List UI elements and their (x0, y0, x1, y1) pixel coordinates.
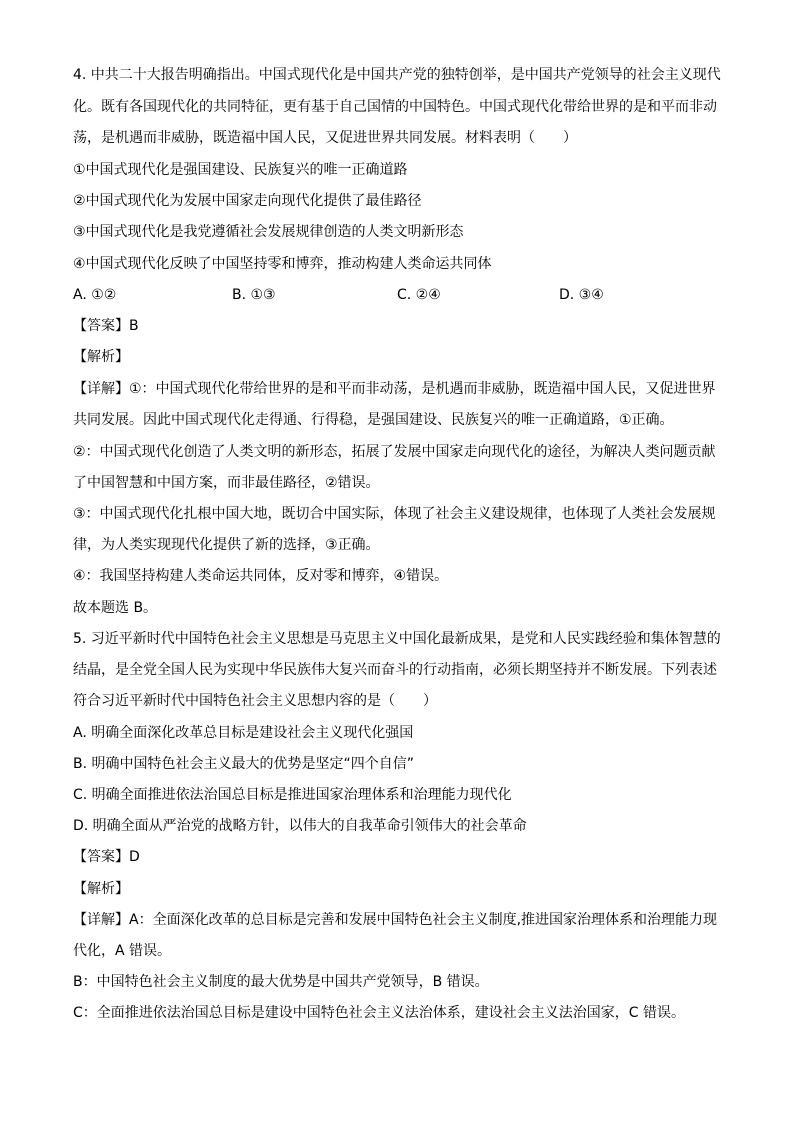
q4-statement-1: ①中国式现代化是强国建设、民族复兴的唯一正确道路 (73, 162, 408, 178)
q5-explanation-line-4: C：全面推进依法治国总目标是建设中国特色社会主义法治体系，建设社会主义法治国家，C 错误。 (73, 1005, 685, 1021)
q4-statement-3: ③中国式现代化是我党遵循社会发展规律创造的人类文明新形态 (73, 224, 464, 240)
q4-option-d: D. ③④ (559, 287, 604, 303)
q5-stem-line-3: 符合习近平新时代中国特色社会主义思想内容的是（ ） (73, 693, 437, 709)
q4-explanation-line-6: 律，为人类实现现代化提供了新的选择，③正确。 (73, 537, 380, 553)
q4-explanation-line-3: ②：中国式现代化创造了人类文明的新形态，拓展了发展中国家走向现代化的途径，为解决人类问题贡献 (73, 444, 716, 460)
q4-explanation-line-1: 【详解】①：中国式现代化带给世界的是和平而非动荡，是机遇而非威胁，既造福中国人民，又促进世界 (73, 381, 716, 397)
q4-stem-line-1: 4. 中共二十大报告明确指出。中国式现代化是中国共产党的独特创举，是中国共产党领导的社会主义现代 (73, 67, 721, 83)
q4-explanation-line-7: ④：我国坚持构建人类命运共同体，反对零和博弈，④错误。 (73, 568, 449, 584)
q5-explanation-line-2: 代化，A 错误。 (73, 943, 172, 959)
q5-stem-line-1: 5. 习近平新时代中国特色社会主义思想是马克思主义中国化最新成果，是党和人民实践经验和集体智慧的 (73, 631, 721, 647)
q5-stem-line-2: 结晶，是全党全国人民为实现中华民族伟大复兴而奋斗的行动指南，必须长期坚持并不断发展。下列表述 (73, 662, 717, 678)
q5-analysis-label: 【解析】 (73, 881, 129, 897)
q5-explanation-line-1: 【详解】A：全面深化改革的总目标是完善和发展中国特色社会主义制度,推进国家治理体系和治理能力现 (73, 912, 718, 928)
q4-explanation-line-4: 了中国智慧和中国方案，而非最佳路径，②错误。 (73, 475, 380, 491)
q5-option-c: C. 明确全面推进依法治国总目标是推进国家治理体系和治理能力现代化 (73, 787, 512, 803)
q4-stem-line-3: 荡，是机遇而非威胁，既造福中国人民，又促进世界共同发展。材料表明（ ） (73, 130, 577, 146)
q4-statement-2: ②中国式现代化为发展中国家走向现代化提供了最佳路径 (73, 193, 422, 209)
q5-explanation-line-3: B：中国特色社会主义制度的最大优势是中国共产党领导，B 错误。 (73, 974, 489, 990)
q4-explanation-line-2: 共同发展。因此中国式现代化走得通、行得稳，是强国建设、民族复兴的唯一正确道路，①正确。 (73, 412, 674, 428)
q4-conclusion: 故本题选 B。 (73, 600, 158, 616)
q4-option-a: A. ①② (73, 287, 117, 303)
q4-analysis-label: 【解析】 (73, 349, 129, 365)
q4-answer: 【答案】B (73, 318, 139, 334)
q4-option-c: C. ②④ (397, 287, 441, 303)
q5-answer: 【答案】D (73, 849, 140, 865)
q4-option-b: B. ①③ (232, 287, 276, 303)
q5-option-d: D. 明确全面从严治党的战略方针，以伟大的自我革命引领伟大的社会革命 (73, 818, 527, 834)
q4-explanation-line-5: ③：中国式现代化扎根中国大地，既切合中国实际，体现了社会主义建设规律，也体现了人类社会发展规 (73, 506, 716, 522)
q4-statement-4: ④中国式现代化反映了中国坚持零和博弈，推动构建人类命运共同体 (73, 256, 492, 272)
q5-option-a: A. 明确全面深化改革总目标是建设社会主义现代化强国 (73, 725, 414, 741)
q5-option-b: B. 明确中国特色社会主义最大的优势是坚定“四个自信” (73, 756, 415, 772)
q4-stem-line-2: 化。既有各国现代化的共同特征，更有基于自己国情的中国特色。中国式现代化带给世界的是和平而非动 (73, 99, 717, 115)
